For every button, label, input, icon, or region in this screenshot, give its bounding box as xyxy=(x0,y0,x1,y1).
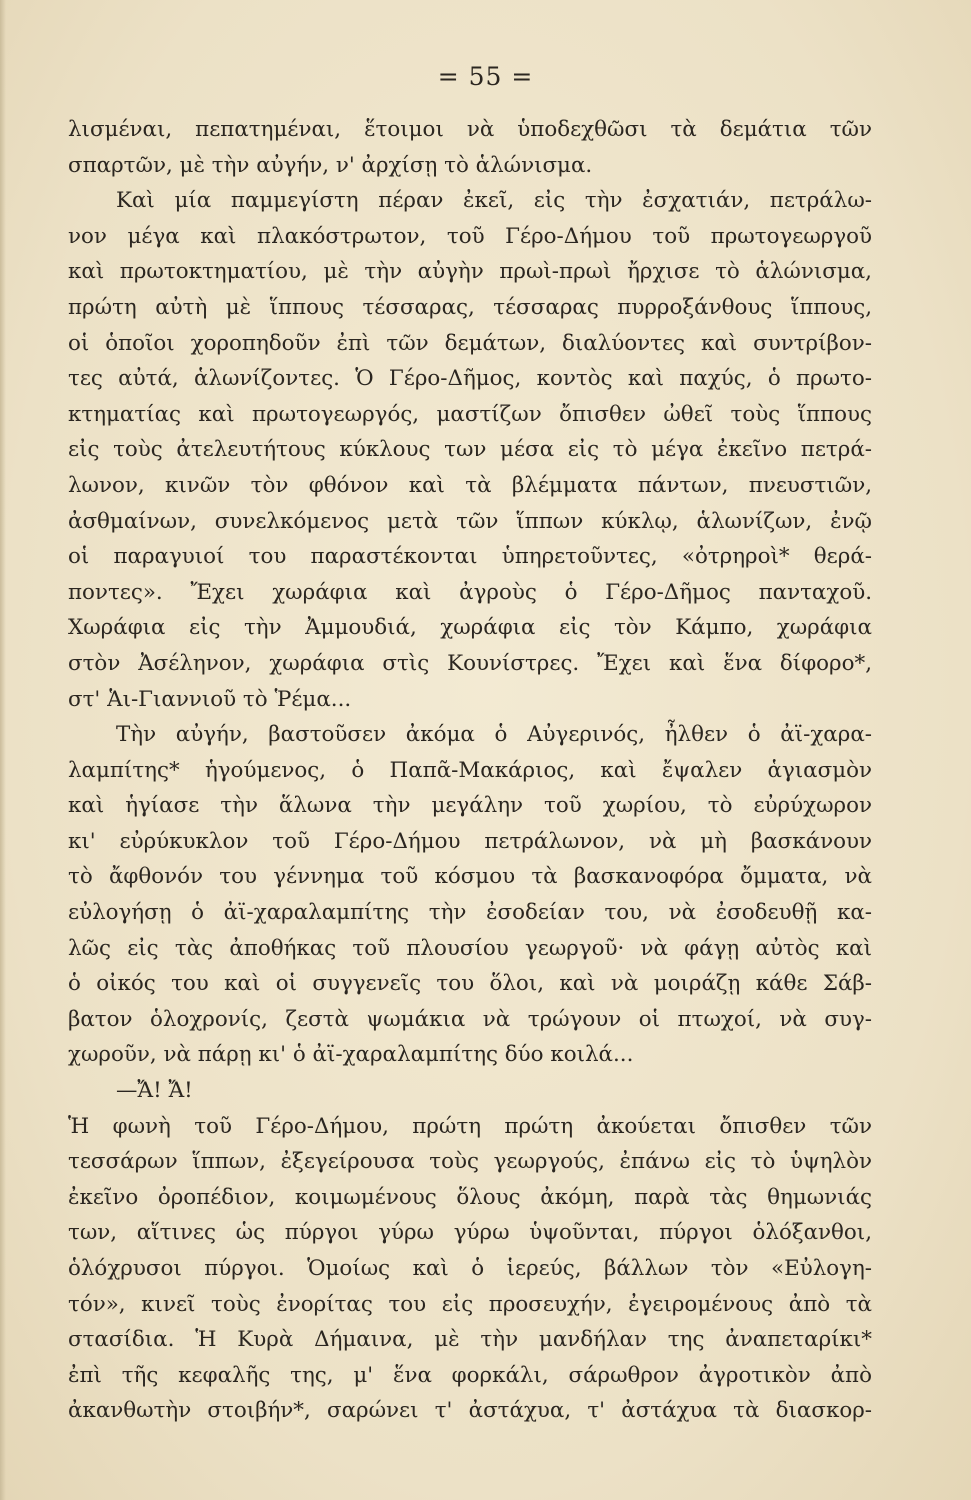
text-line: λαμπίτης* ἡγούμενος, ὁ Παπᾶ-Μακάριος, καὶ ἔψαλεν ἁγιασμὸν xyxy=(68,757,872,783)
text-line: των, αἵτινες ὡς πύργοι γύρω γύρω ὑψοῦνται, πύργοι ὁλόξανθοι, xyxy=(68,1220,872,1246)
text-line: οἱ ὁποῖοι χοροπηδοῦν ἐπὶ τῶν δεμάτων, διαλύοντες καὶ συντρίβον- xyxy=(68,330,872,356)
text-line: τεσσάρων ἵππων, ἐξεγείρουσα τοὺς γεωργούς, ἐπάνω εἰς τὸ ὑψηλὸν xyxy=(68,1149,872,1175)
text-line: κι' εὐρύκυκλον τοῦ Γέρο-Δήμου πετράλωνον, νὰ μὴ βασκάνουν xyxy=(68,828,872,854)
text-line: ὁ οἰκός του καὶ οἱ συγγενεῖς του ὅλοι, καὶ νὰ μοιράζῃ κάθε Σάβ- xyxy=(68,971,872,997)
text-line: βατον ὁλοχρονίς, ζεστὰ ψωμάκια νὰ τρώγουν οἱ πτωχοί, νὰ συγ- xyxy=(68,1006,872,1032)
text-line: στ' Ἁι-Γιαννιοῦ τὸ Ῥέμα... xyxy=(68,686,352,712)
text-line: οἱ παραγυιοί του παραστέκονται ὑπηρετοῦντες, «ὀτρηροὶ* θερά- xyxy=(68,544,872,570)
text-line: κτηματίας καὶ πρωτογεωργός, μαστίζων ὄπισθεν ὠθεῖ τοὺς ἵππους xyxy=(68,401,872,427)
text-line: στὸν Ἀσέληνον, χωράφια στὶς Κουνίστρες. Ἔχει καὶ ἕνα δίφορο*, xyxy=(68,650,872,676)
page-edge xyxy=(0,0,6,1500)
text-line: καὶ πρωτοκτηματίου, μὲ τὴν αὐγὴν πρωὶ-πρωὶ ἤρχισε τὸ ἁλώνισμα, xyxy=(68,259,872,285)
text-line: εἰς τοὺς ἀτελευτήτους κύκλους των μέσα εἰς τὸ μέγα ἐκεῖνο πετρά- xyxy=(68,437,872,463)
text-line: λωνον, κινῶν τὸν φθόνον καὶ τὰ βλέμματα πάντων, πνευστιῶν, xyxy=(68,472,872,498)
text-line: ἐκεῖνο ὀροπέδιον, κοιμωμένους ὅλους ἀκόμη, παρὰ τὰς θημωνιάς xyxy=(68,1184,872,1210)
text-line: ἐπὶ τῆς κεφαλῆς της, μ' ἕνα φορκάλι, σάρωθρον ἀγροτικὸν ἀπὸ xyxy=(68,1362,872,1388)
text-line: πρώτη αὐτὴ μὲ ἵππους τέσσαρας, τέσσαρας πυρροξάνθους ἵππους, xyxy=(68,294,872,320)
text-line: στασίδια. Ἡ Κυρὰ Δήμαινα, μὲ τὴν μανδήλαν της ἀναπεταρίκι* xyxy=(68,1327,872,1353)
text-line: σπαρτῶν, μὲ τὴν αὐγήν, ν' ἀρχίσῃ τὸ ἁλώνισμα. xyxy=(68,152,593,178)
text-line: τες αὐτά, ἁλωνίζοντες. Ὁ Γέρο-Δῆμος, κοντὸς καὶ παχύς, ὁ πρωτο- xyxy=(68,366,872,392)
text-line: Ἡ φωνὴ τοῦ Γέρο-Δήμου, πρώτη πρώτη ἀκούεται ὄπισθεν τῶν xyxy=(68,1113,872,1139)
text-line: Καὶ μία παμμεγίστη πέραν ἐκεῖ, εἰς τὴν ἐσχατιάν, πετράλω- xyxy=(116,188,872,214)
text-line: λῶς εἰς τὰς ἀποθήκας τοῦ πλουσίου γεωργοῦ· νὰ φάγῃ αὐτὸς καὶ xyxy=(68,935,872,961)
text-block xyxy=(68,112,872,1429)
text-line: νον μέγα καὶ πλακόστρωτον, τοῦ Γέρο-Δήμου τοῦ πρωτογεωργοῦ xyxy=(68,223,872,249)
text-line: καὶ ἡγίασε τὴν ἅλωνα τὴν μεγάλην τοῦ χωρίου, τὸ εὐρύχωρον xyxy=(68,793,872,819)
text-line: —Ἄ! Ἄ! xyxy=(116,1078,193,1104)
text-line: τόν», κινεῖ τοὺς ἐνορίτας του εἰς προσευχήν, ἐγειρομένους ἀπὸ τὰ xyxy=(68,1291,872,1317)
text-line: ἀσθμαίνων, συνελκόμενος μετὰ τῶν ἵππων κύκλῳ, ἁλωνίζων, ἐνῷ xyxy=(68,508,872,534)
text-line: εὐλογήσῃ ὁ ἀϊ-χαραλαμπίτης τὴν ἐσοδείαν του, νὰ ἐσοδευθῇ κα- xyxy=(68,900,872,926)
text-line: ὁλόχρυσοι πύργοι. Ὁμοίως καὶ ὁ ἱερεύς, βάλλων τὸν «Εὐλογη- xyxy=(68,1256,872,1281)
text-line: Τὴν αὐγήν, βαστοῦσεν ἀκόμα ὁ Αὐγερινός, ἦλθεν ὁ ἀϊ-χαρα- xyxy=(116,722,872,748)
page-number: = 55 = xyxy=(437,62,534,91)
text-line: τὸ ἄφθονόν του γέννημα τοῦ κόσμου τὰ βασκανοφόρα ὄμματα, νὰ xyxy=(68,864,872,890)
text-line: Χωράφια εἰς τὴν Ἀμμουδιά, χωράφια εἰς τὸν Κάμπο, χωράφια xyxy=(68,615,872,641)
text-line: χωροῦν, νὰ πάρῃ κι' ὁ ἀϊ-χαραλαμπίτης δύο κοιλά... xyxy=(68,1042,634,1068)
text-line: λισμέναι, πεπατημέναι, ἕτοιμοι νὰ ὑποδεχθῶσι τὰ δεμάτια τῶν xyxy=(68,117,872,142)
text-line: ἀκανθωτὴν στοιβήν*, σαρώνει τ' ἀστάχυα, τ' ἀστάχυα τὰ διασκορ- xyxy=(68,1398,872,1424)
text-line: ποντες». Ἔχει χωράφια καὶ ἀγροὺς ὁ Γέρο-Δῆμος πανταχοῦ. xyxy=(68,579,872,605)
